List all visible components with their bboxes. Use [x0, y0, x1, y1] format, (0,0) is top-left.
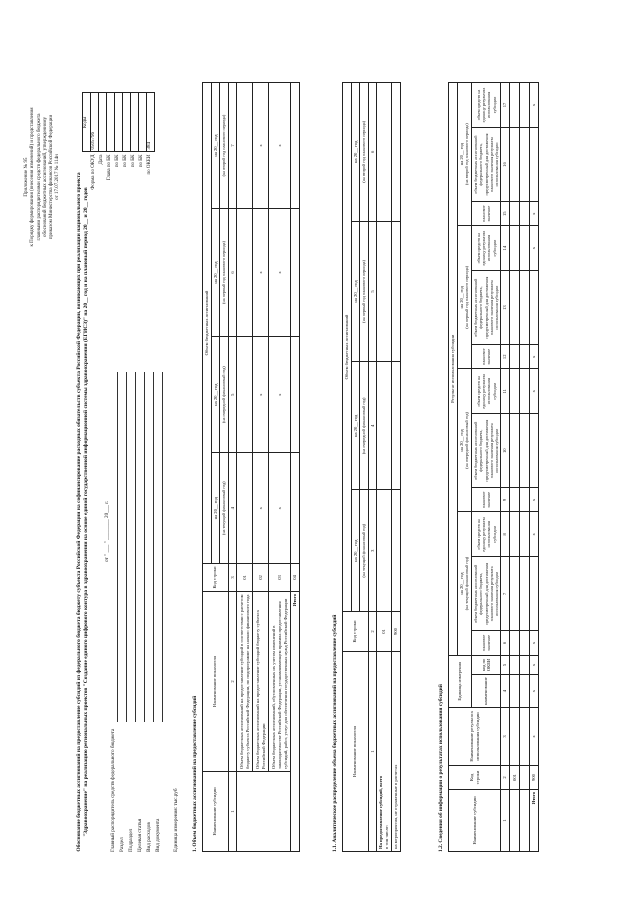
header-field: Единица измерения: тыс.руб [173, 788, 179, 852]
col-num: 8 [501, 512, 510, 557]
col-num: 3 [368, 490, 377, 612]
codes-header: Коды [83, 93, 91, 153]
row-code: 01 [237, 564, 253, 592]
appendix-line: приказом Министерства финансов Российской Федерации [49, 114, 54, 240]
sub-header: объем бюджетных ассигнований федерального бюджета, предусмотренный для достижения планового значения результата использования субсидии [472, 127, 501, 201]
col-header: Наименование субсидии [203, 772, 229, 852]
sub-header: плановое значение [472, 488, 501, 512]
header-field: Целевая статья [137, 372, 146, 852]
col-num: 5 [501, 655, 510, 675]
header-field: Главный распорядитель средств федерального бюджета [110, 372, 119, 852]
section1-title: 1. Объем бюджетных ассигнований на предоставление субсидий [192, 695, 198, 852]
year-sub: (на очередной финансовый год) [360, 362, 368, 490]
section12-table: Наименование субсидии Код строки Наименование результата использования субсидии Единица измерения Результат использования субсидии на 20__ год (на текущий финансовый год) на 20__ год (на очередной финансовый год) на 20__ год (на первый год планового периода) на 20__ год (на второй год планового периода) наименование код по ОКЕИ плановое значение объем бюджетных ассигнований федерального бюджета, предусмотренный для достижения планового значения результата использования субсидии объем средств на единицу результата использования субсидии плановое значение объем бюджетных ассигнований федерального бюджета, предусмотренный для достижения планового значения результата использования субсидии объем средств на единицу результата использования субсидии плановое значение объем бюджетных ассигнований федерального бюджета, предусмотренный для достижения планового значения результата использования субсидии объем средств на единицу результата использования субсидии плановое значение объем бюджетных ассигнований федерального бюджета, предусмотренный для достижения планового значения результата использования субсидии объем средств на единицу результата использования субсидии 1 2 3 4 5 6 7 8 9 10 11 12 13 14 15 16 17 001 Итого 900 x x x x x x x x x x x [448, 82, 539, 852]
year-header: на 20__ год [211, 453, 220, 564]
col-num: 15 [501, 202, 510, 226]
table-row-label: Объем бюджетных ассигнований на предоставление субсидий в соответствии с расчетом бюджету субъекта Российской Федерации, по подпрограмме на начало финансового года [237, 592, 253, 772]
code-label: по БК [123, 154, 129, 168]
code-label: по ОКЕИ [147, 154, 153, 175]
col-header: Наименование показателя [203, 592, 229, 772]
header-field: Раздел [119, 372, 128, 852]
col-num: 17 [501, 83, 510, 128]
col-num: 6 [228, 209, 237, 337]
section11-title: 1.1. Аналитическое распределение объема бюджетных ассигнований на предоставление субсидий [332, 614, 338, 852]
row-code: 02 [253, 564, 269, 592]
col-num: 14 [501, 226, 510, 271]
table-row-label: Объем бюджетных ассигнований на предоставление субсидий бюджету субъекта Российской Федерации [253, 592, 269, 772]
code-value: 0505796 [91, 93, 99, 153]
col-num: 7 [501, 557, 510, 631]
sub-header: объем средств на единицу результата использования субсидии [472, 512, 501, 557]
sub-header: плановое значение [472, 345, 501, 369]
code-value [131, 93, 139, 153]
row-code: 900 [530, 766, 539, 790]
form-title: Обоснование бюджетных ассигнований на предоставление субсидий из федерального бюджета бюджету субъекта Российской Федерации на софинансирование расходных обязательств субъекта Российской Федерации, возникающих при реализации национального проекта "Здравоохранение" на реализацию региональных проектов "Создание единого цифрового контура в здравоохранении на основе единой государственной информационной системы здравоохранения (ЕГИСЗ)" на 20__ год и на плановый период 20__ и 20__ годов [76, 172, 89, 852]
col-num: 11 [501, 369, 510, 414]
year-header: на 20__ год [351, 221, 360, 362]
header-field: Вид документа [155, 372, 164, 852]
col-num: 3 [501, 708, 510, 766]
col-header: Объем бюджетных ассигнований [203, 83, 212, 564]
col-header: код по ОКЕИ [472, 655, 501, 675]
code-value [123, 93, 131, 153]
year-sub: (на второй год планового периода) [360, 83, 368, 222]
row-code: 01 [377, 612, 391, 652]
sub-header: объем бюджетных ассигнований федерального бюджета, предусмотренный для достижения планового значения результата использования субсидии [472, 414, 501, 488]
table-row-label: на мероприятия, не отраженные в расчетах [391, 652, 400, 852]
table-row-label: На предоставление субсидий, всего в том числе: [377, 652, 391, 852]
code-value: 384 [147, 93, 155, 153]
total-label: Итого [291, 592, 300, 852]
code-value [99, 93, 107, 153]
header-field: Подраздел [128, 372, 137, 852]
section11-table [342, 82, 401, 852]
section12-title: 1.2. Сведения об информации о результатах использования субсидий [438, 684, 444, 852]
code-value [107, 93, 115, 153]
year-sub: (на первый год планового периода) [220, 209, 228, 337]
codes-table [82, 92, 155, 212]
sub-header: объем бюджетных ассигнований федерального бюджета, предусмотренный для достижения планового значения результата использования субсидии [472, 557, 501, 631]
col-header: Код строки [343, 612, 369, 652]
sub-header: объем бюджетных ассигнований федерального бюджета, предусмотренный для достижения планового значения результата использования субсидии [472, 271, 501, 345]
year-sub: (на текущий финансовый год) [220, 453, 228, 564]
col-num: 10 [501, 414, 510, 488]
sub-header: объем средств на единицу результата использования субсидии [472, 369, 501, 414]
col-num: 16 [501, 127, 510, 201]
col-num: 2 [368, 612, 377, 652]
code-label: Форма по ОКУД [91, 154, 97, 190]
col-num: 13 [501, 271, 510, 345]
col-num: 12 [501, 345, 510, 369]
table-row-label: Объем бюджетных ассигнований, обусловленных их учетом изменений в законодательстве Российской Федерации, устанавливающем правила предоставления субсидий, работ, услуг для обеспечения государственных нужд Российской Федерации [269, 592, 291, 772]
appendix-note [24, 92, 62, 262]
col-num: 4 [368, 362, 377, 490]
col-num: 1 [368, 652, 377, 852]
col-header: Код строки [203, 564, 229, 592]
col-header: Наименование показателя [343, 652, 369, 852]
year-header: на 20__ год [351, 490, 360, 612]
code-value [115, 93, 123, 153]
header-field [164, 372, 173, 852]
sub-header: объем средств на единицу результата использования субсидии [472, 226, 501, 271]
year-sub: (на второй год планового периода) [220, 83, 228, 209]
year-header: на 20__ год [351, 362, 360, 490]
year-sub: (на первый год планового периода) [360, 221, 368, 362]
year-header: на 20__ год (на очередной финансовый год) [457, 369, 471, 512]
appendix-line: главными распорядителями средств федерального бюджета [36, 113, 42, 241]
col-header: Единица измерения [449, 655, 472, 707]
year-header: на 20__ год (на второй год планового периода) [457, 83, 471, 226]
col-num: 1 [228, 772, 237, 852]
header-fields [110, 372, 182, 852]
col-num: 6 [501, 631, 510, 655]
code-label: по БК [115, 154, 121, 168]
col-header: Наименование субсидии [449, 790, 501, 852]
year-header: на 20__ год (на текущий финансовый год) [457, 512, 471, 655]
year-header: на 20__ год [211, 83, 220, 209]
code-label: Глава по БК [107, 154, 113, 181]
date-line: от " ___ " ________ 20___ г. [104, 500, 110, 562]
col-header: наименование [472, 675, 501, 708]
col-num: 2 [228, 592, 237, 772]
col-num: 3 [228, 564, 237, 592]
total-label: Итого [530, 790, 539, 852]
col-num: 6 [368, 83, 377, 222]
code-label: по БК [139, 154, 145, 168]
subsidy-name-cell [237, 772, 291, 852]
row-code: 03 [269, 564, 291, 592]
year-header: на 20__ год (на первый год планового периода) [457, 226, 471, 369]
col-num: 7 [228, 83, 237, 209]
year-header: на 20__ год [351, 83, 360, 222]
col-header: Наименование результата использования субсидии [449, 708, 501, 766]
col-num: 5 [368, 221, 377, 362]
year-sub: (на очередной финансовый год) [220, 336, 228, 452]
col-num: 5 [228, 336, 237, 452]
header-field: Вид расходов [146, 372, 155, 852]
row-code: 001 [510, 766, 520, 790]
code-label: Дата [99, 154, 105, 165]
sub-header: плановое значение [472, 202, 501, 226]
col-header: Объем бюджетных ассигнований [343, 83, 352, 612]
sub-header: плановое значение [472, 631, 501, 655]
col-num: 1 [501, 790, 510, 852]
col-num: 4 [228, 453, 237, 564]
col-num: 2 [501, 766, 510, 790]
appendix-line: к Порядку формирования (внесения изменений) и представления [30, 107, 36, 247]
code-label: по БК [131, 154, 137, 168]
appendix-line: от 17.07.2017 № 114н [55, 154, 61, 200]
section1-table: Наименование субсидии Наименование показателя Код строки Объем бюджетных ассигнований на 20__ год на 20__ год на 20__ год на 20__ год (на текущий финансовый год) (на очередной финансовый год) (на первый год планового периода) (на второй год планового периода) 1 2 3 4 5 6 7 Объем бюджетных ассигнований на предоставление субсидий в соответствии с расчетом бюджету субъекта Российской Федерации, по подпрограмме на начало финансового года 01 Объем бюджетных ассигнований на предоставление субсидий бюджету субъекта Российской Федерации 02 x x x x Объем бюджетных ассигнований, обусловленных их учетом изменений в законодательстве Российской Федерации, устанавливающем правила предоставления субсидий, работ, услуг для обеспечения государственных нужд Российской Федерации 03 x x x x Итого 04 [202, 82, 300, 852]
col-header: Код строки [449, 766, 501, 790]
col-num: 9 [501, 488, 510, 512]
row-code: 04 [291, 564, 300, 592]
year-sub: (на текущий финансовый год) [360, 490, 368, 612]
year-header: на 20__ год [211, 336, 220, 452]
col-header: Результат использования субсидии [449, 83, 458, 656]
sub-header: объем средств на единицу результата использования субсидии [472, 83, 501, 128]
col-num: 4 [501, 675, 510, 708]
code-value [139, 93, 147, 153]
year-header: на 20__ год [211, 209, 220, 337]
rotated-form-sheet [20, 32, 620, 892]
row-code: 900 [391, 612, 400, 652]
appendix-line: обоснований бюджетных ассигнований, утвержденному [42, 117, 48, 237]
appendix-line: Приложение № 95 [24, 157, 29, 197]
